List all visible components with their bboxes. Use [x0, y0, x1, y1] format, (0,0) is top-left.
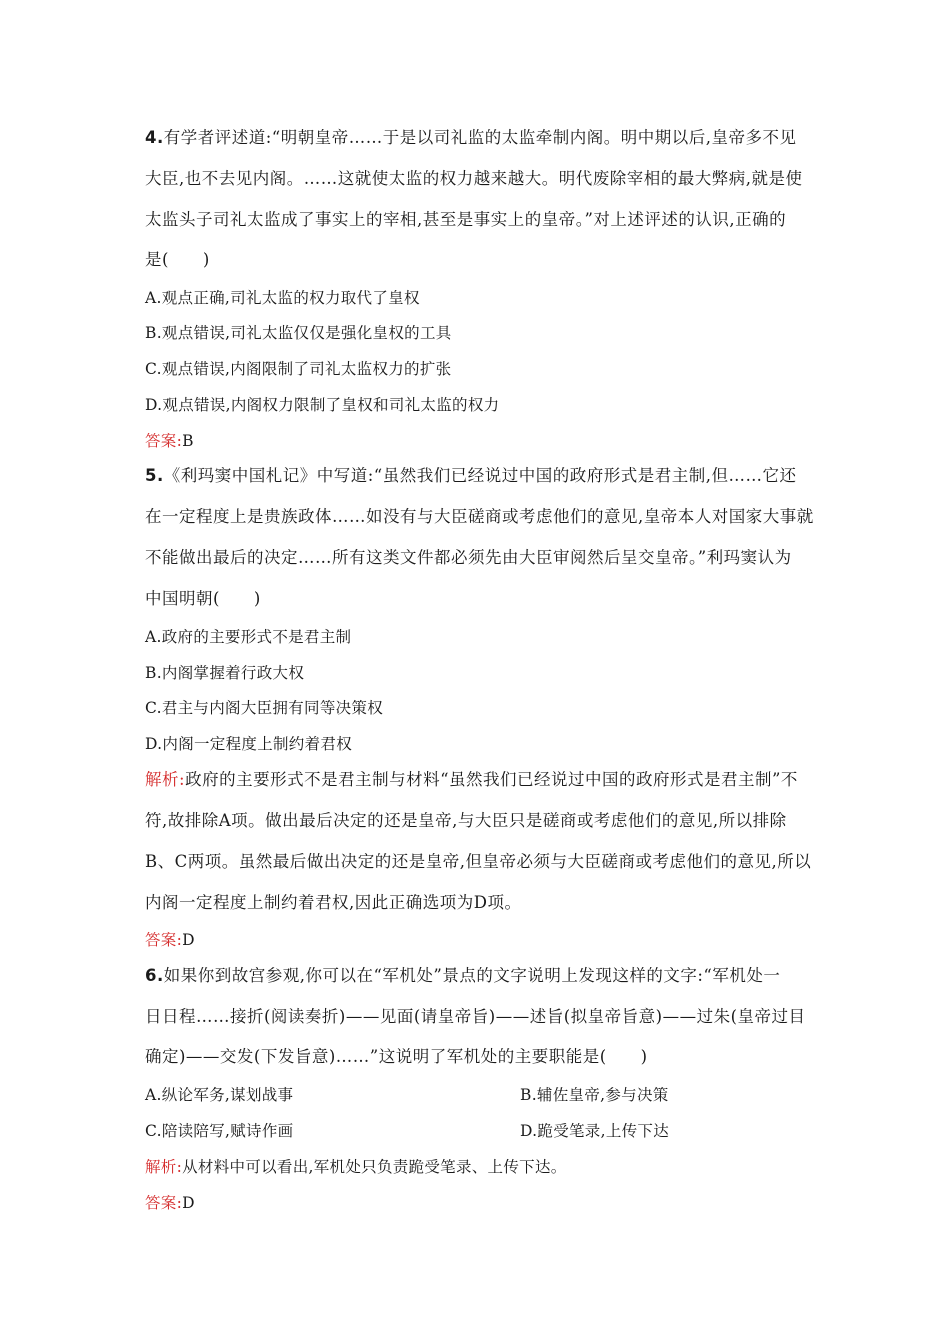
q6-options-row-1: [145, 1085, 669, 1105]
q5-analysis-label: 解析:: [145, 770, 186, 789]
q6-analysis-text: 从材料中可以看出,军机处只负责跪受笔录、上传下达。: [182, 1158, 567, 1176]
q5-option-a: A.政府的主要形式不是君主制: [145, 628, 352, 646]
q4-answer-label: 答案:: [145, 432, 183, 450]
q6-text-1: 如果你到故宫参观,你可以在“军机处”景点的文字说明上发现这样的文字:“军机处一: [163, 966, 781, 985]
q6-answer-value: D: [182, 1194, 195, 1212]
q4-line-1: [145, 128, 797, 148]
q6-analysis: [145, 1157, 567, 1177]
q6-line-1: [145, 966, 780, 986]
q5-option-b: B.内阁掌握着行政大权: [145, 664, 305, 682]
q5-number: 5.: [145, 466, 164, 485]
q4-option-b: B.观点错误,司礼太监仅仅是强化皇权的工具: [145, 324, 452, 342]
q5-line-1: [145, 466, 797, 486]
q6-option-d: D.跪受笔录,上传下达: [520, 1122, 670, 1140]
q5-option-d: D.内阁一定程度上制约着君权: [145, 735, 353, 753]
q4-number: 4.: [145, 128, 164, 147]
q5-line-4: 中国明朝( ): [145, 589, 261, 608]
q5-analysis-line-2: 符,故排除A项。做出最后决定的还是皇帝,与大臣只是磋商或考虑他们的意见,所以排除: [145, 811, 787, 830]
q6-answer: [145, 1193, 195, 1213]
q4-option-c: C.观点错误,内阁限制了司礼太监权力的扩张: [145, 360, 452, 378]
q4-line-4: 是( ): [145, 250, 210, 269]
q5-option-c: C.君主与内阁大臣拥有同等决策权: [145, 699, 384, 717]
q6-number: 6.: [145, 966, 164, 985]
q4-option-a: A.观点正确,司礼太监的权力取代了皇权: [145, 289, 420, 307]
q5-line-3: 不能做出最后的决定……所有这类文件都必须先由大臣审阅然后呈交皇帝。”利玛窦认为: [145, 548, 792, 567]
q6-line-2: 日日程……接折(阅读奏折)——见面(请皇帝旨)——述旨(拟皇帝旨意)——过朱(皇帝过目: [145, 1007, 806, 1026]
q6-options-row-2: [145, 1121, 670, 1141]
q5-analysis-line-4: 内阁一定程度上制约着君权,因此正确选项为D项。: [145, 893, 522, 912]
q4-line-2: 大臣,也不去见内阁。……这就使太监的权力越来越大。明代废除宰相的最大弊病,就是使: [145, 169, 803, 188]
q5-analysis-text-1: 政府的主要形式不是君主制与材料“虽然我们已经说过中国的政府形式是君主制”不: [185, 770, 798, 789]
q4-answer-value: B: [182, 432, 194, 450]
q5-line-2: 在一定程度上是贵族政体……如没有与大臣磋商或考虑他们的意见,皇帝本人对国家大事就: [145, 507, 814, 526]
q4-answer: [145, 431, 194, 451]
q5-answer-value: D: [182, 931, 195, 949]
q6-option-c: C.陪读陪写,赋诗作画: [145, 1122, 294, 1140]
q4-option-d: D.观点错误,内阁权力限制了皇权和司礼太监的权力: [145, 396, 500, 414]
q4-line-3: 太监头子司礼太监成了事实上的宰相,甚至是事实上的皇帝。”对上述评述的认识,正确的: [145, 210, 787, 229]
q5-text-1: 《利玛窦中国札记》中写道:“虽然我们已经说过中国的政府形式是君主制,但……它还: [163, 466, 797, 485]
q5-analysis-line-1: [145, 770, 798, 790]
q6-option-b: B.辅佐皇帝,参与决策: [520, 1086, 669, 1104]
q5-analysis-line-3: B、C两项。虽然最后做出决定的还是皇帝,但皇帝必须与大臣磋商或考虑他们的意见,所以: [145, 852, 812, 871]
q5-answer-label: 答案:: [145, 931, 183, 949]
q6-line-3: 确定)——交发(下发旨意)……”这说明了军机处的主要职能是( ): [145, 1047, 648, 1066]
q6-answer-label: 答案:: [145, 1194, 183, 1212]
q6-option-a: A.纵论军务,谋划战事: [145, 1086, 294, 1104]
q5-answer: [145, 930, 195, 950]
q6-analysis-label: 解析:: [145, 1158, 183, 1176]
q4-text-1: 有学者评述道:“明朝皇帝……于是以司礼监的太监牵制内阁。明中期以后,皇帝多不见: [163, 128, 797, 147]
